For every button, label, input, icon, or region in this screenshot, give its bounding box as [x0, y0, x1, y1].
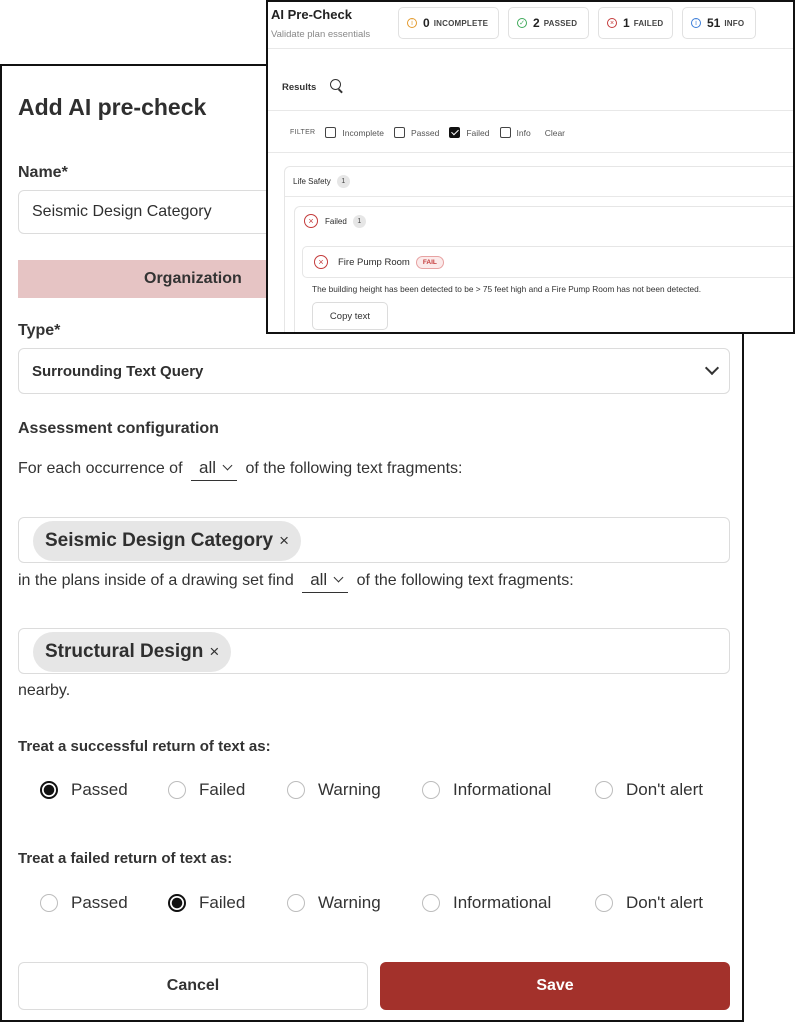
filter-info-label: Info	[516, 127, 531, 138]
failed-radio-informational[interactable]	[422, 893, 551, 913]
radio-icon	[168, 781, 186, 799]
group-header[interactable]	[304, 214, 366, 228]
type-select[interactable]	[18, 348, 730, 394]
name-input-value: Seismic Design Category	[32, 203, 212, 220]
failed-label: Treat a failed return of text as:	[18, 850, 233, 867]
save-button[interactable]: Save	[380, 962, 730, 1010]
sentence-1-suffix: of the following text fragments:	[245, 460, 463, 477]
x-icon: ×	[607, 18, 617, 28]
fragment-chip-label: Seismic Design Category	[45, 530, 274, 551]
filter-incomplete-checkbox[interactable]	[325, 127, 336, 138]
success-radio-informational[interactable]	[422, 780, 551, 800]
check-icon: ✓	[517, 18, 527, 28]
radio-icon	[595, 781, 613, 799]
sentence-1-prefix: For each occurrence of	[18, 460, 183, 477]
filter-info-checkbox[interactable]	[500, 127, 511, 138]
stat-count: 2	[533, 16, 540, 30]
success-radio-dont-alert[interactable]	[595, 780, 703, 800]
result-item-description: The building height has been detected to be > 75 feet high and a Fire Pump Room has not been detected.	[312, 284, 702, 294]
occurrence-select-value: all	[198, 458, 216, 477]
failed-radio-failed[interactable]	[168, 893, 245, 913]
success-radio-passed[interactable]	[40, 780, 128, 800]
radio-label: Passed	[71, 893, 128, 912]
fragment-chip-label: Structural Design	[45, 641, 204, 662]
find-select-value: all	[310, 570, 328, 589]
radio-icon	[168, 894, 186, 912]
info-icon: i	[691, 18, 701, 28]
panel-subtitle: Validate plan essentials	[271, 29, 371, 40]
success-radio-failed[interactable]	[168, 780, 245, 800]
radio-label: Warning	[318, 893, 381, 912]
close-icon[interactable]: ×	[279, 531, 290, 550]
section-title: Life Safety	[293, 177, 331, 186]
radio-icon	[595, 894, 613, 912]
filter-failed-label: Failed	[466, 127, 490, 138]
sentence-2	[18, 570, 574, 593]
failed-radio-passed[interactable]	[40, 893, 128, 913]
fragment-input-2[interactable]	[18, 628, 730, 674]
x-circle-icon: ×	[314, 255, 328, 269]
sentence-2-prefix: in the plans inside of a drawing set find	[18, 572, 294, 589]
chevron-down-icon	[334, 573, 344, 583]
group-count-badge: 1	[353, 215, 366, 228]
radio-label: Don't alert	[626, 780, 703, 799]
fragment-input-1[interactable]	[18, 517, 730, 563]
sentence-2-suffix: of the following text fragments:	[356, 572, 574, 589]
stat-count: 0	[423, 16, 430, 30]
radio-label: Failed	[199, 893, 246, 912]
group-title: Failed	[325, 216, 347, 226]
chevron-down-icon	[223, 461, 233, 471]
stat-label: FAILED	[633, 18, 664, 28]
filter-row	[290, 127, 565, 138]
stat-passed[interactable]	[508, 7, 589, 39]
copy-text-button[interactable]: Copy text	[312, 302, 388, 330]
radio-label: Passed	[71, 780, 128, 799]
fail-badge: FAIL	[416, 256, 444, 269]
results-label: Results	[282, 82, 317, 93]
filter-incomplete-label: Incomplete	[342, 127, 384, 138]
section-header[interactable]	[293, 175, 350, 188]
radio-label: Informational	[453, 780, 552, 799]
filter-label: FILTER	[290, 129, 316, 136]
radio-label: Failed	[199, 780, 246, 799]
radio-icon	[40, 894, 58, 912]
failed-radio-group	[18, 893, 730, 923]
divider	[268, 48, 795, 49]
radio-label: Informational	[453, 893, 552, 912]
search-icon[interactable]	[330, 79, 341, 90]
close-icon[interactable]: ×	[209, 642, 220, 661]
success-label: Treat a successful return of text as:	[18, 738, 271, 755]
radio-label: Warning	[318, 780, 381, 799]
find-select[interactable]	[302, 570, 348, 593]
success-radio-warning[interactable]	[287, 780, 381, 800]
radio-icon	[422, 894, 440, 912]
radio-label: Don't alert	[626, 893, 703, 912]
radio-icon	[287, 894, 305, 912]
ai-precheck-panel	[266, 0, 795, 334]
occurrence-select[interactable]	[191, 458, 237, 481]
stat-failed[interactable]	[598, 7, 673, 39]
stat-label: PASSED	[543, 18, 578, 28]
stat-count: 1	[623, 16, 630, 30]
type-select-value: Surrounding Text Query	[32, 363, 204, 380]
success-radio-group	[18, 780, 730, 810]
stat-incomplete[interactable]	[398, 7, 499, 39]
x-circle-icon: ×	[304, 214, 318, 228]
stat-count: 51	[707, 16, 721, 30]
stat-label: INCOMPLETE	[433, 18, 489, 28]
dialog-title: Add AI pre-check	[18, 94, 207, 120]
fragment-chip	[33, 521, 301, 561]
filter-failed-checkbox[interactable]	[449, 127, 460, 138]
filter-passed-checkbox[interactable]	[394, 127, 405, 138]
failed-radio-warning[interactable]	[287, 893, 381, 913]
cancel-button[interactable]: Cancel	[18, 962, 368, 1010]
chevron-down-icon	[705, 361, 719, 375]
nearby-text: nearby.	[18, 682, 71, 699]
tab-organization-label: Organization	[144, 270, 242, 287]
failed-radio-dont-alert[interactable]	[595, 893, 703, 913]
stat-info[interactable]	[682, 7, 756, 39]
sentence-1	[18, 458, 462, 481]
info-icon: i	[407, 18, 417, 28]
radio-icon	[422, 781, 440, 799]
divider	[268, 152, 795, 153]
name-label: Name*	[18, 164, 68, 181]
radio-icon	[40, 781, 58, 799]
type-label: Type*	[18, 322, 61, 339]
stat-label: INFO	[724, 18, 745, 28]
assessment-label: Assessment configuration	[18, 420, 219, 437]
section-count-badge: 1	[337, 175, 350, 188]
divider	[268, 110, 795, 111]
clear-filters-link[interactable]: Clear	[544, 127, 566, 138]
filter-passed-label: Passed	[411, 127, 440, 138]
fragment-chip	[33, 632, 231, 672]
panel-title: AI Pre-Check	[271, 7, 352, 22]
radio-icon	[287, 781, 305, 799]
result-item-header	[314, 255, 444, 269]
divider	[285, 196, 795, 197]
result-item-title: Fire Pump Room	[338, 256, 410, 268]
